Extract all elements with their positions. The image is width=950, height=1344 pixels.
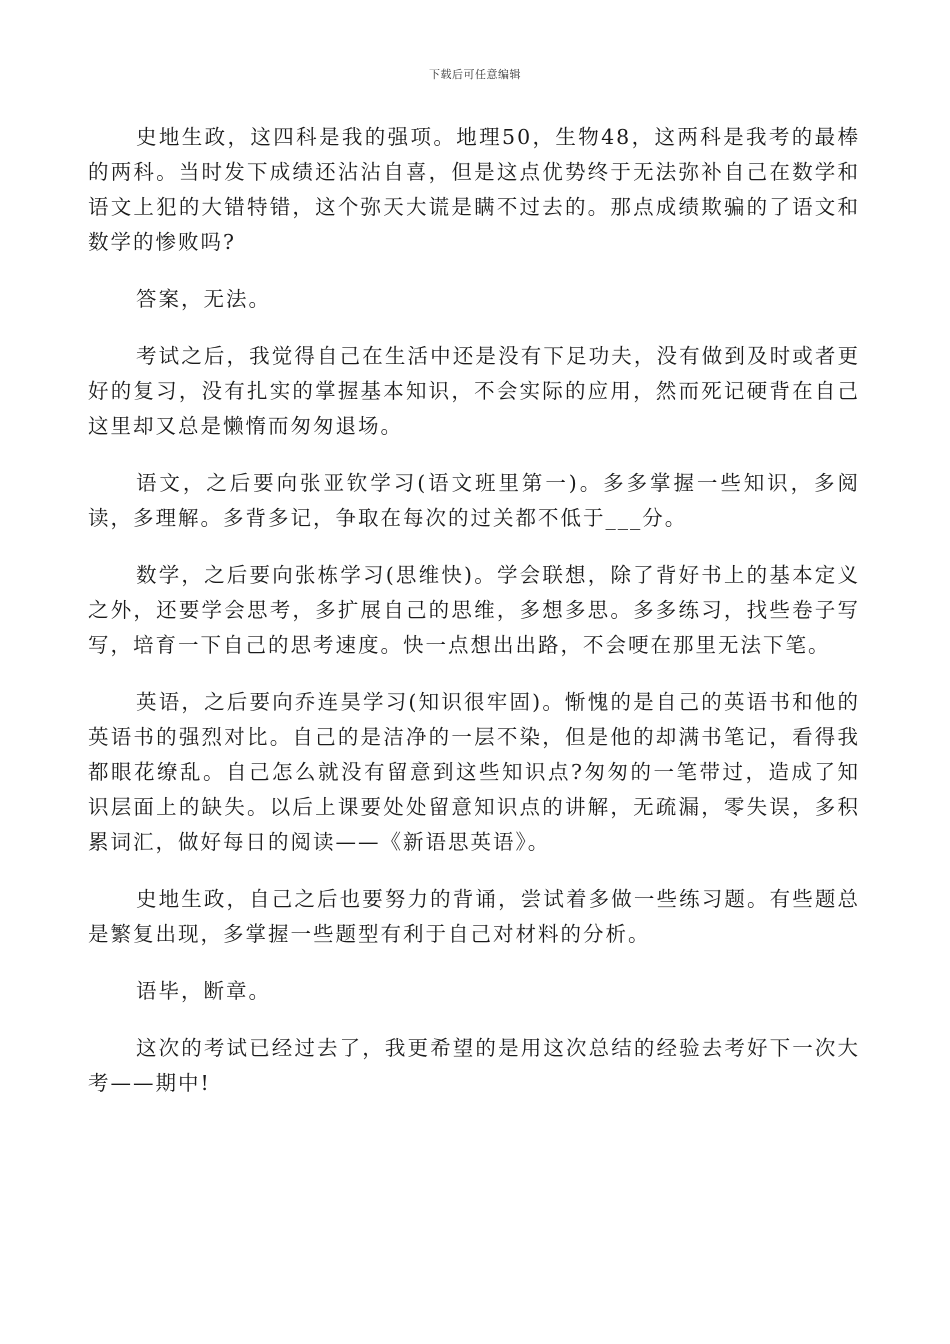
page-header: 下载后可任意编辑 bbox=[429, 68, 521, 81]
paragraph-math-plan: 数学，之后要向张栋学习(思维快)。学会联想，除了背好书上的基本定义之外，还要学会思考，多扩展自己的思维，多想多思。多多练习，找些卷子写写，培育一下自己的思考速度。快一点想出出路，不会哽在那里无法下笔。 bbox=[88, 563, 860, 657]
paragraph-english-plan: 英语，之后要向乔连昊学习(知识很牢固)。惭愧的是自己的英语书和他的英语书的强烈对比。自己的是洁净的一层不染，但是他的却满书笔记，看得我都眼花缭乱。自己怎么就没有留意到这些知识点?匆匆的一笔带过，造成了知识层面上的缺失。以后上课要处处留意知识点的讲解，无疏漏，零失误，多积累词汇，做好每日的阅读——《新语思英语》。 bbox=[88, 690, 860, 854]
paragraph-humanities-plan: 史地生政，自己之后也要努力的背诵，尝试着多做一些练习题。有些题总是繁复出现，多掌握一些题型有利于自己对材料的分析。 bbox=[88, 887, 860, 946]
paragraph-closing: 语毕，断章。 bbox=[136, 979, 271, 1003]
paragraph-chinese-plan: 语文，之后要向张亚钦学习(语文班里第一)。多多掌握一些知识，多阅读，多理解。多背多记，争取在每次的过关都不低于___分。 bbox=[88, 471, 860, 530]
document-body bbox=[88, 120, 860, 1123]
paragraph-final: 这次的考试已经过去了，我更希望的是用这次总结的经验去考好下一次大考——期中! bbox=[88, 1036, 860, 1095]
paragraph-answer: 答案，无法。 bbox=[136, 287, 271, 311]
paragraph-reflection: 考试之后，我觉得自己在生活中还是没有下足功夫，没有做到及时或者更好的复习，没有扎实的掌握基本知识，不会实际的应用，然而死记硬背在自己这里却又总是懒惰而匆匆退场。 bbox=[88, 344, 860, 438]
paragraph-humanities-strengths: 史地生政，这四科是我的强项。地理50，生物48，这两科是我考的最棒的两科。当时发下成绩还沾沾自喜，但是这点优势终于无法弥补自己在数学和语文上犯的大错特错，这个弥天大谎是瞒不过去的。那点成绩欺骗的了语文和数学的惨败吗? bbox=[88, 125, 860, 254]
